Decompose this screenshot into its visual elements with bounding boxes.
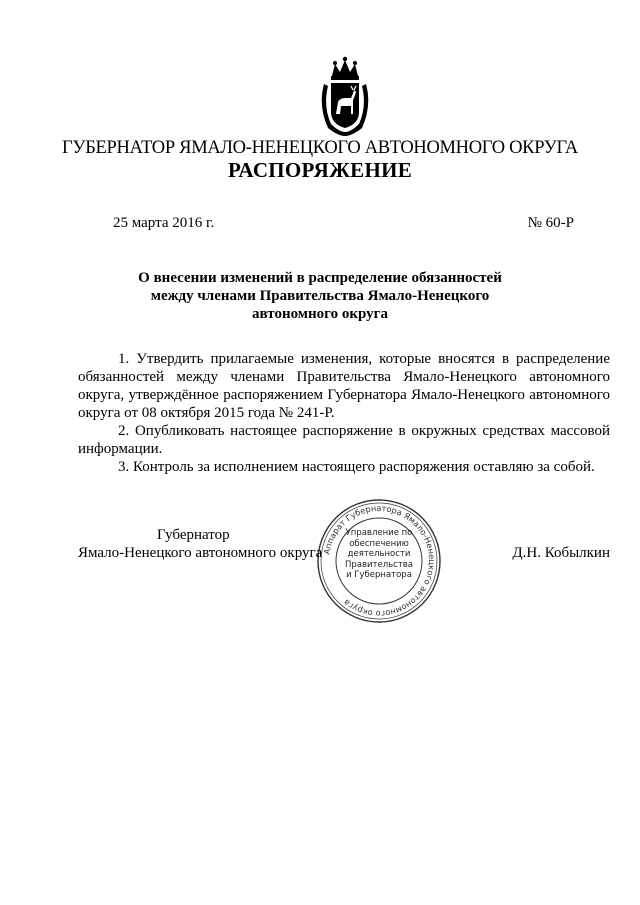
subject-line: между членами Правительства Ямало-Ненецкого (150, 288, 490, 304)
body-paragraph-3: 3. Контроль за исполнением настоящего распоряжения оставляю за собой. (118, 459, 595, 475)
document-subject (0, 269, 640, 323)
stamp-inner-text (316, 528, 442, 581)
document-number: № 60-Р (527, 215, 574, 231)
stamp-inner-line: обеспечению (349, 538, 409, 549)
signatory-title-region: Ямало-Ненецкого автономного округа (78, 545, 323, 561)
stamp-ring-text: Аппарат Губернатора Ямало-Ненецкого автономного округа (321, 502, 438, 620)
coat-of-arms-emblem (318, 56, 372, 138)
signatory-name: Д.Н. Кобылкин (512, 545, 610, 561)
document-date: 25 марта 2016 г. (113, 215, 215, 231)
stamp-inner-line: деятельности (347, 549, 411, 559)
stamp-inner-line: и Губернатора (346, 570, 412, 580)
document-type-title: РАСПОРЯЖЕНИЕ (227, 158, 413, 182)
issuer-title: ГУБЕРНАТОР ЯМАЛО-НЕНЕЦКОГО АВТОНОМНОГО ОКРУГА (62, 138, 578, 158)
signatory-title: Губернатор (157, 527, 230, 543)
body-paragraph-2: 2. Опубликовать настоящее распоряжение в окружных средствах массовой информации. (78, 423, 610, 457)
stamp-inner-line: Управление по (345, 528, 413, 538)
subject-line: автономного округа (252, 306, 388, 322)
body-paragraph-1: 1. Утвердить прилагаемые изменения, которые вносятся в распределение обязанностей между членами Правительства Ямало-Ненецкого автономного округа, утверждённое распоряжением Губернатора Ямало-Ненецкого автономного округа от 08 октября 2015 года № 241-Р. (78, 351, 610, 421)
document-body (78, 350, 610, 476)
subject-line: О внесении изменений в распределение обязанностей (138, 270, 502, 286)
stamp-inner-line: Правительства (345, 559, 413, 570)
